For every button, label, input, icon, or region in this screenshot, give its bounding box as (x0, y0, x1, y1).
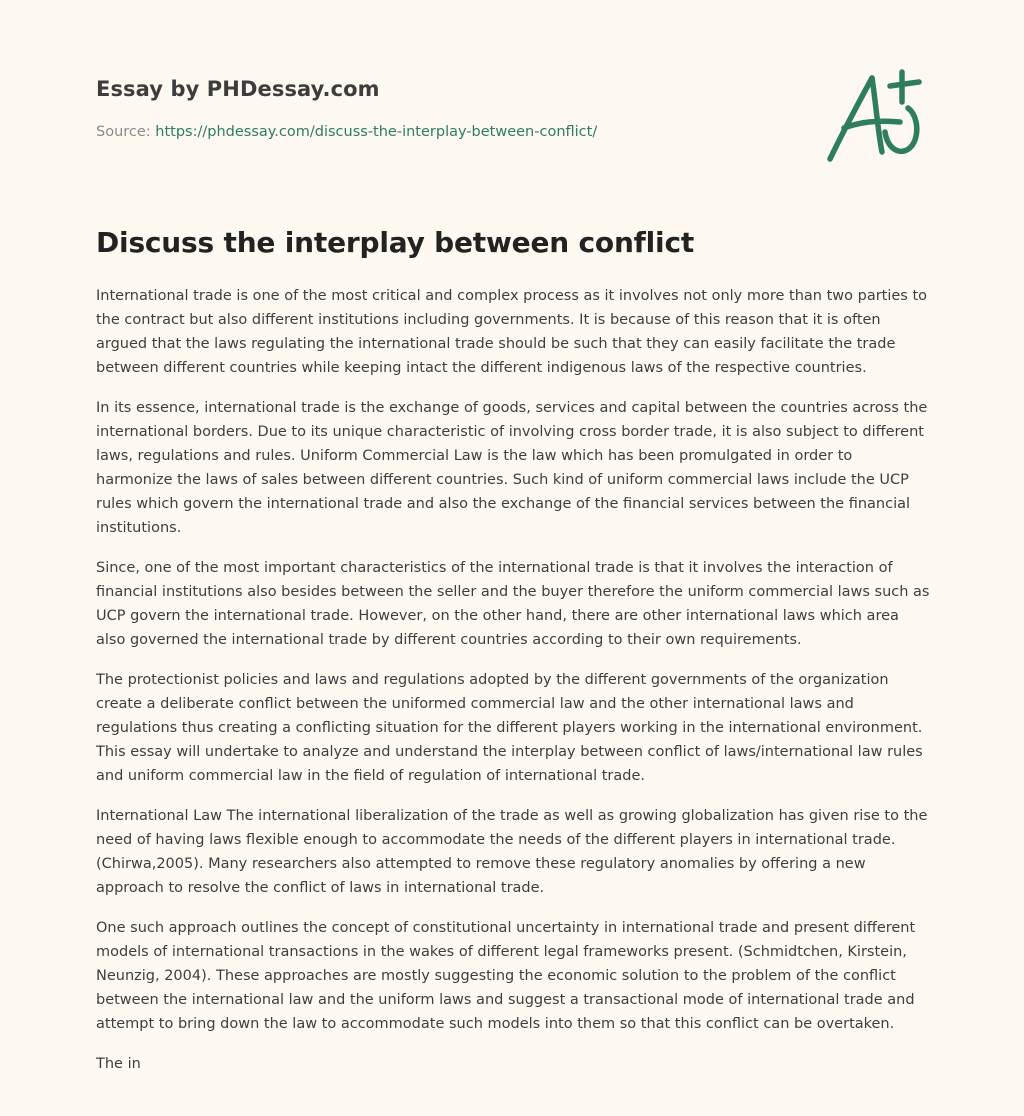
source-line (96, 124, 597, 140)
source-link[interactable]: https://phdessay.com/discuss-the-interplay-between-conflict/ (155, 124, 598, 140)
essay-paragraph: Since, one of the most important characteristics of the international trade is that it involves the interaction of financial institutions also besides between the seller and the buyer therefore the uniform commercial laws such as UCP govern the international trade. However, on the other hand, there are other international laws which area also governed the international trade by different countries according to their own requirements. (96, 560, 930, 648)
essay-paragraph: In its essence, international trade is the exchange of goods, services and capital between the countries across the international borders. Due to its unique characteristic of involving cross border trade, it is also subject to different laws, regulations and rules. Uniform Commercial Law is the law which has been promulgated in order to harmonize the laws of sales between different countries. Such kind of uniform commercial laws include the UCP rules which govern the international trade and also the exchange of the financial services between the financial institutions. (96, 400, 928, 536)
a-plus-logo-icon (822, 62, 932, 172)
essay-paragraph: International Law The international liberalization of the trade as well as growing globalization has given rise to the need of having laws flexible enough to accommodate the needs of the different players in international trade. (Chirwa,2005). Many researchers also attempted to remove these regulatory anomalies by offering a new approach to resolve the conflict of laws in international trade. (96, 808, 928, 896)
essay-paragraph: One such approach outlines the concept of constitutional uncertainty in international trade and present different models of international transactions in the wakes of different legal frameworks present. (Schmidtchen, Kirstein, Neunzig, 2004). These approaches are mostly suggesting the economic solution to the problem of the conflict between the international law and the uniform laws and suggest a transactional mode of international trade and attempt to bring down the law to accommodate such models into them so that this conflict can be overtaken. (96, 920, 916, 1032)
essay-body (96, 284, 930, 1092)
essay-paragraph: International trade is one of the most critical and complex process as it involves not only more than two parties to the contract but also different institutions including governments. It is because of this reason that it is often argued that the laws regulating the international trade should be such that they can easily facilitate the trade between different countries while keeping intact the different indigenous laws of the respective countries. (96, 288, 928, 376)
essay-paragraph: The protectionist policies and laws and regulations adopted by the different governments of the organization create a deliberate conflict between the uniformed commercial law and the other international laws and regulations thus creating a conflicting situation for the different players working in the international environment. This essay will undertake to analyze and understand the interplay between conflict of laws/international law rules and uniform commercial law in the field of regulation of international trade. (96, 672, 923, 784)
essay-paragraph-truncated: The in (96, 1056, 141, 1072)
site-title: Essay by PHDessay.com (96, 77, 380, 101)
source-label: Source: (96, 124, 151, 140)
essay-title: Discuss the interplay between conflict (96, 226, 695, 259)
essay-page (96, 0, 930, 1116)
